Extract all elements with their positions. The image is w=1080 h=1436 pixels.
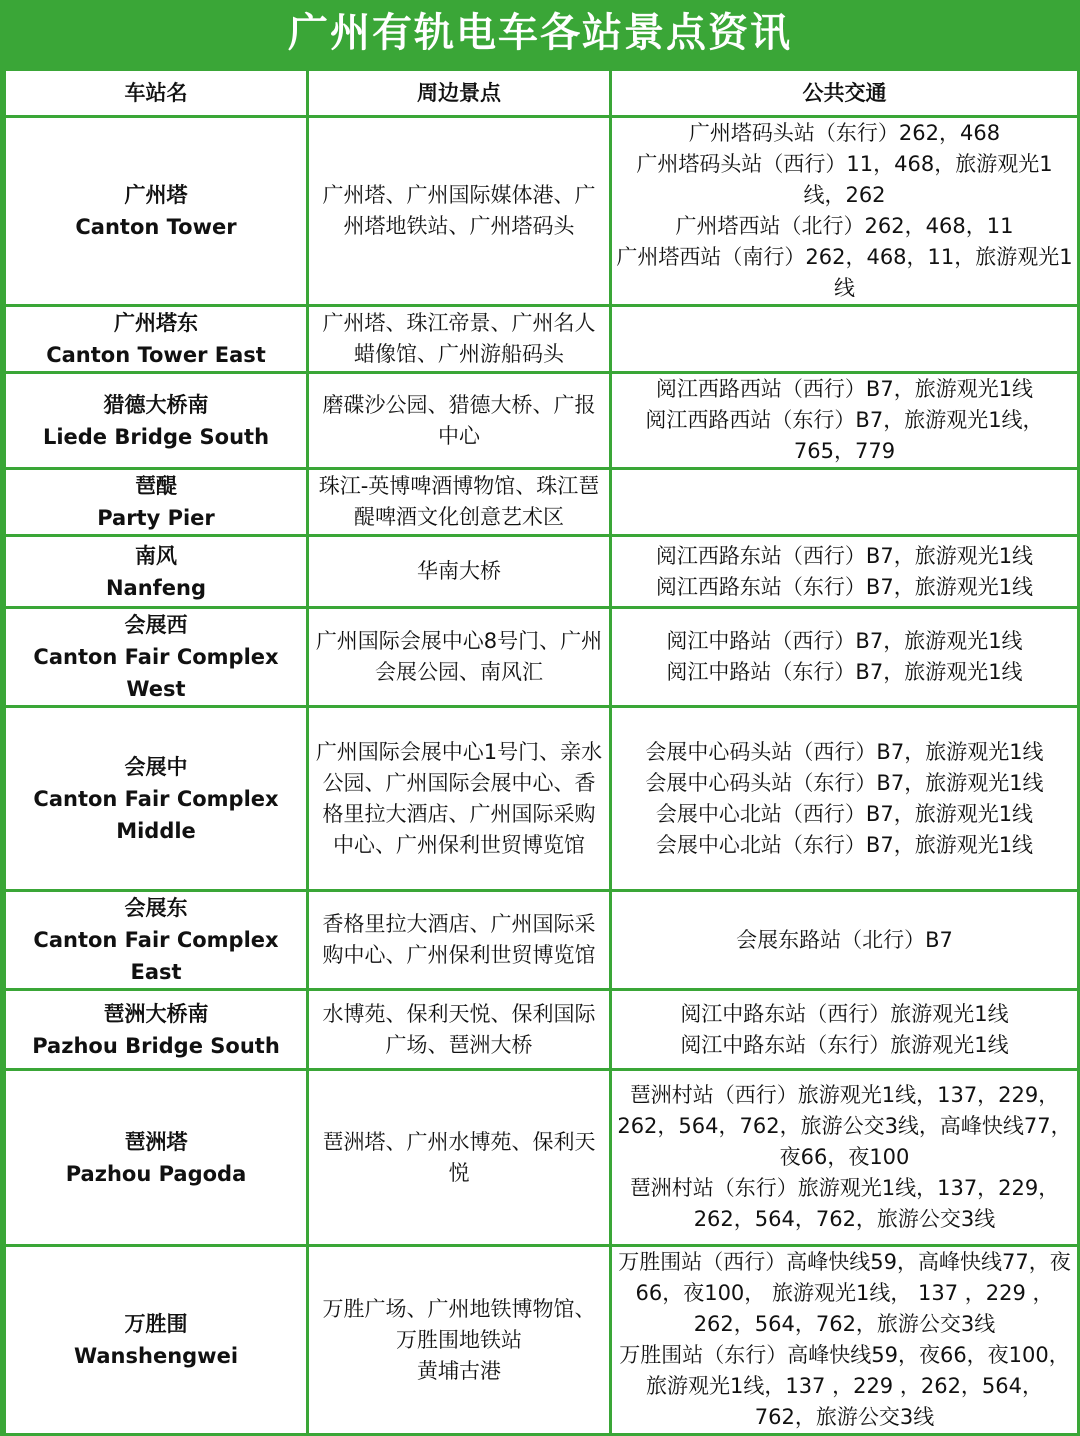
attraction-text: 华南大桥 [417,559,501,583]
station-name-zh: 南风 [135,543,177,568]
station-name-en: Canton Tower [75,215,237,239]
attractions-cell [308,608,611,707]
station-cell [5,536,308,608]
station-name-en: Pazhou Pagoda [65,1161,247,1186]
table-row [5,469,1079,536]
transport-line: 阅江西路东站（西行）B7，旅游观光1线 [655,543,1034,568]
attraction-text: 琶洲塔、广州水博苑、保利天悦 [322,1129,596,1185]
transport-cell [611,306,1079,373]
table-header-row [5,70,1079,117]
transport-line: 广州塔码头站（东行）262，468 [688,121,1001,145]
table-row [5,608,1079,707]
station-name-zh: 猎德大桥南 [103,392,209,417]
station-name-en: Liede Bridge South [42,424,270,449]
station-cell [5,1246,308,1435]
transport-line: 阅江中路东站（东行）旅游观光1线 [680,1032,1009,1057]
transport-line: 广州塔西站（南行）262，468，11，旅游观光1线 [616,245,1073,300]
station-name-zh: 琶醍 [135,474,177,498]
station-name-en: Canton Fair Complex West [33,645,279,701]
table-row [5,707,1079,891]
attractions-cell [308,306,611,373]
attractions-cell [308,707,611,891]
table-row [5,373,1079,469]
header-attractions: 周边景点 [308,70,611,117]
station-cell [5,1070,308,1246]
attraction-text: 香格里拉大酒店、广州国际采购中心、广州保利世贸博览馆 [322,912,596,967]
attractions-cell [308,373,611,469]
station-name-zh: 会展东 [124,896,188,920]
transport-line: 阅江中路站（西行）B7，旅游观光1线 [666,629,1023,653]
attractions-cell [308,891,611,990]
station-cell [5,306,308,373]
transport-line: 琶洲村站（东行）旅游观光1线，137，229，262，564，762，旅游公交3线 [629,1176,1060,1231]
transport-cell [611,1070,1079,1246]
table-row [5,117,1079,306]
transport-line: 广州塔码头站（西行）11，468，旅游观光1线，262 [636,152,1053,207]
transport-line: 万胜围站（东行）高峰快线59，夜66，夜100，旅游观光1线，137 ，229 ，262，564，762，旅游公交3线 [619,1343,1070,1429]
attractions-cell [308,1246,611,1435]
transport-cell [611,469,1079,536]
station-name-zh: 琶洲塔 [124,1129,188,1154]
station-cell [5,891,308,990]
station-cell [5,608,308,707]
transport-line: 会展中心码头站（西行）B7，旅游观光1线 [645,739,1044,764]
attractions-cell [308,1070,611,1246]
transport-cell [611,536,1079,608]
table-row [5,891,1079,990]
station-name-zh: 琶洲大桥南 [103,1001,209,1026]
table-row [5,536,1079,608]
transport-line: 阅江西路西站（东行）B7，旅游观光1线，765，779 [645,408,1044,463]
transport-cell [611,608,1079,707]
attraction-text: 广州塔、广州国际媒体港、广州塔地铁站、广州塔码头 [322,183,596,238]
station-name-en: Canton Tower East [46,343,266,367]
transport-cell [611,117,1079,306]
table-row [5,306,1079,373]
transport-line: 会展中心北站（东行）B7，旅游观光1线 [655,832,1034,857]
table-row [5,1246,1079,1435]
station-info-table [3,68,1080,1436]
header-transport: 公共交通 [611,70,1079,117]
station-name-en: Canton Fair Complex East [33,928,279,984]
station-cell [5,117,308,306]
station-name-en: Party Pier [97,506,215,530]
attraction-text: 磨碟沙公园、猎德大桥、广报中心 [322,392,596,448]
station-name-en: Wanshengwei [73,1344,239,1368]
transport-line: 会展中心北站（西行）B7，旅游观光1线 [655,801,1034,826]
attraction-text: 珠江-英博啤酒博物馆、珠江琶醍啤酒文化创意艺术区 [318,474,600,529]
station-cell [5,990,308,1070]
station-name-zh: 万胜围 [124,1312,188,1336]
attraction-text: 广州塔、珠江帝景、广州名人蜡像馆、广州游船码头 [322,311,596,366]
transport-line: 广州塔西站（北行）262，468，11 [675,214,1014,238]
attraction-text: 万胜广场、广州地铁博物馆、万胜围地铁站 [322,1296,596,1352]
header-station: 车站名 [5,70,308,117]
station-name-zh: 广州塔 [124,183,188,207]
station-name-en: Pazhou Bridge South [32,1033,280,1058]
attractions-cell [308,536,611,608]
attraction-text: 广州国际会展中心1号门、亲水公园、广州国际会展中心、香格里拉大酒店、广州国际采购中心、广州保利世贸博览馆 [315,739,603,857]
attraction-text: 水博苑、保利天悦、保利国际广场、琶洲大桥 [322,1001,596,1057]
transport-cell [611,1246,1079,1435]
attractions-cell [308,469,611,536]
transport-line: 万胜围站（西行）高峰快线59，高峰快线77，夜66，夜100， 旅游观光1线， 137 ，229 ，262，564，762，旅游公交3线 [618,1250,1071,1336]
transport-cell [611,707,1079,891]
transport-line: 会展中心码头站（东行）B7，旅游观光1线 [645,770,1044,795]
station-name-zh: 广州塔东 [114,311,198,335]
table-row [5,1070,1079,1246]
attraction-text: 黄埔古港 [417,1358,501,1383]
station-name-en: Nanfeng [105,575,207,600]
transport-line: 会展东路站（北行）B7 [736,927,953,952]
table-row [5,990,1079,1070]
transport-line: 琶洲村站（西行）旅游观光1线，137，229，262，564，762，旅游公交3线，高峰快线77，夜66，夜100 [617,1083,1072,1169]
transport-cell [611,373,1079,469]
transport-line: 阅江中路东站（西行）旅游观光1线 [680,1001,1009,1026]
station-cell [5,469,308,536]
station-cell [5,373,308,469]
transport-cell [611,990,1079,1070]
attractions-cell [308,117,611,306]
station-name-zh: 会展中 [124,754,188,779]
transport-line: 阅江西路西站（西行）B7，旅游观光1线 [655,377,1034,401]
transport-cell [611,891,1079,990]
station-cell [5,707,308,891]
attraction-text: 广州国际会展中心8号门、广州会展公园、南风汇 [315,629,603,684]
transport-line: 阅江中路站（东行）B7，旅游观光1线 [666,660,1023,684]
station-name-en: Canton Fair Complex Middle [33,786,279,843]
attractions-cell [308,990,611,1070]
station-name-zh: 会展西 [124,613,188,637]
transport-line: 阅江西路东站（东行）B7，旅游观光1线 [655,574,1034,599]
page-title: 广州有轨电车各站景点资讯 [288,10,792,56]
